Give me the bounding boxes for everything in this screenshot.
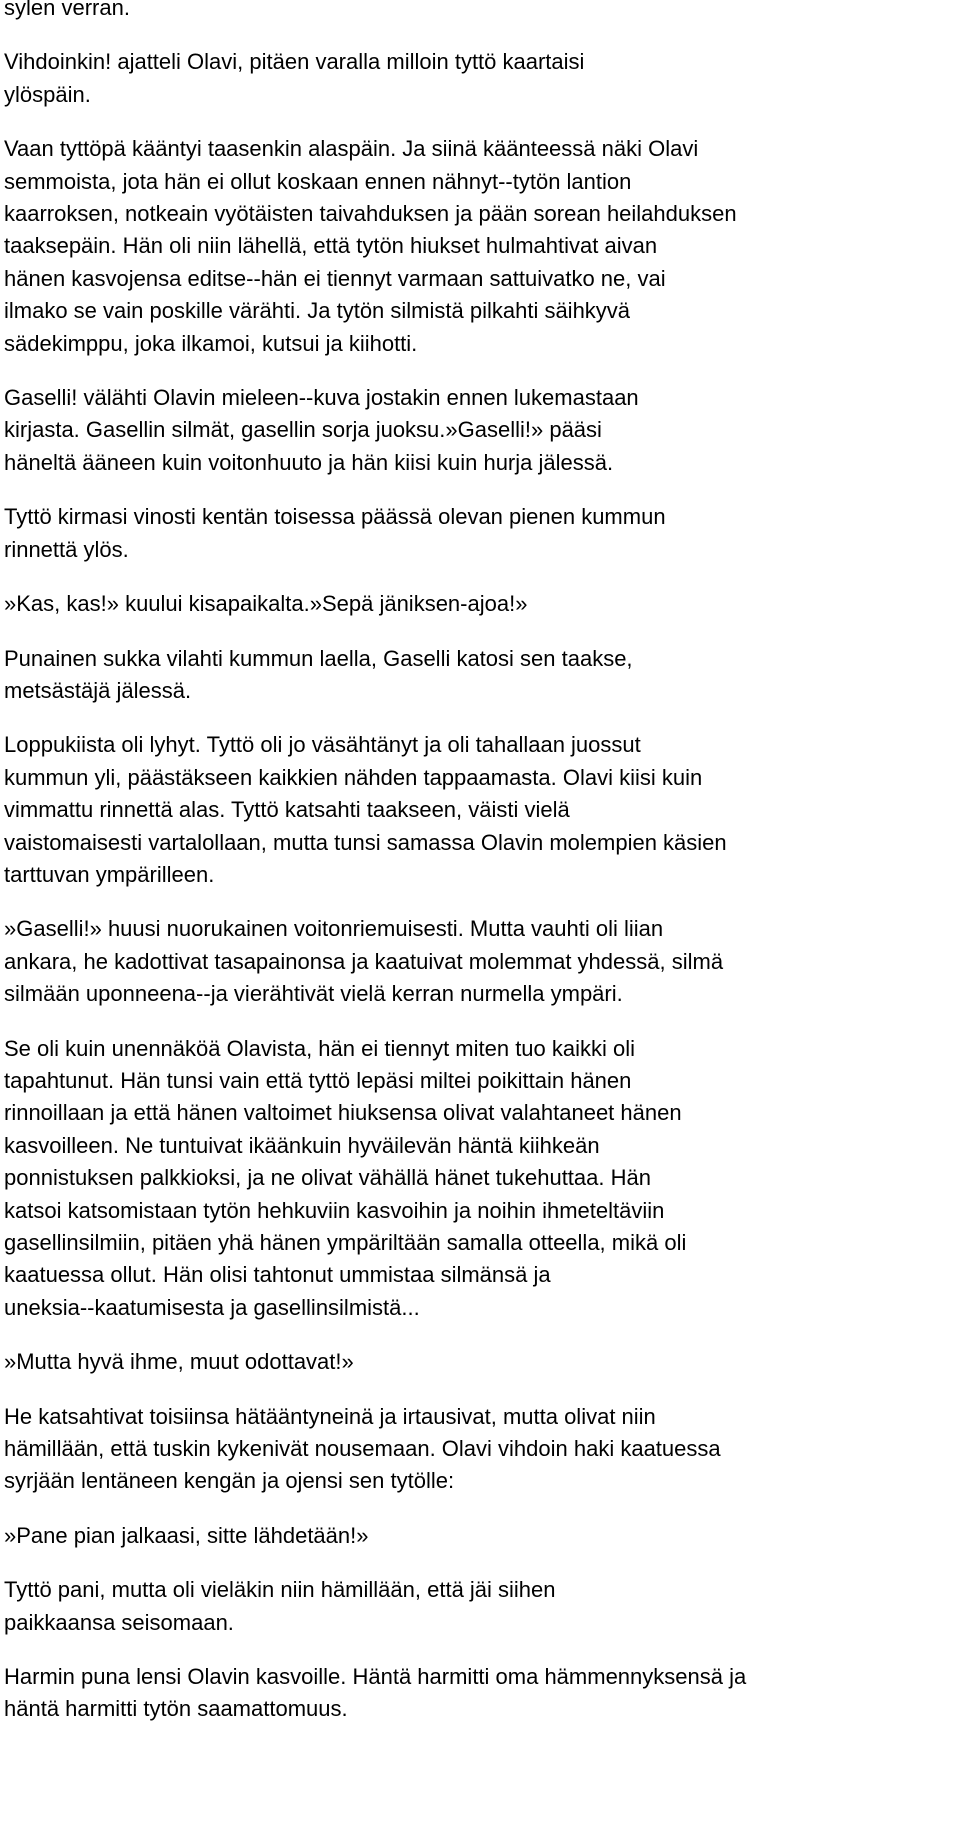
document-page	[4, 0, 954, 1748]
text-line: silmään uponneena--ja vierähtivät vielä kerran nurmella ympäri.	[4, 981, 623, 1007]
text-line: He katsahtivat toisiinsa hätääntyneinä ja irtausivat, mutta olivat niin	[4, 1403, 656, 1429]
paragraph-1	[4, 0, 954, 24]
text-line: Vihdoinkin! ajatteli Olavi, pitäen varalla milloin tyttö kaartaisi	[4, 49, 585, 75]
text-line: uneksia--kaatumisesta ja gasellinsilmistä...	[4, 1294, 420, 1320]
text-line: metsästäjä jälessä.	[4, 677, 192, 703]
paragraph-7	[4, 643, 954, 708]
text-line: Vaan tyttöpä kääntyi taasenkin alaspäin. Ja siinä käänteessä näki Olavi	[4, 136, 699, 162]
text-line: häneltä ääneen kuin voitonhuuto ja hän kiisi kuin hurja jälessä.	[4, 449, 614, 475]
text-line: hämillään, että tuskin kykenivät nousemaan. Olavi vihdoin haki kaatuessa	[4, 1436, 721, 1462]
text-line: gasellinsilmiin, pitäen yhä hänen ympäriltään samalla otteella, mikä oli	[4, 1230, 687, 1255]
paragraph-6	[4, 588, 954, 620]
text-line: häntä harmitti tytön saamattomuus.	[4, 1696, 348, 1722]
paragraph-10	[4, 1033, 954, 1325]
text-line: rinnoillaan ja että hänen valtoimet hiuksensa olivat valahtaneet hänen	[4, 1100, 682, 1126]
text-line: Se oli kuin unennäköä Olavista, hän ei tiennyt miten tuo kaikki oli	[4, 1035, 636, 1061]
paragraph-2	[4, 46, 954, 111]
paragraph-4	[4, 382, 954, 479]
text-line: semmoista, jota hän ei ollut koskaan ennen nähnyt--tytön lantion	[4, 168, 632, 194]
text-line: »Gaselli!» huusi nuorukainen voitonriemuisesti. Mutta vauhti oli liian	[4, 916, 664, 942]
text-line: ponnistuksen palkkioksi, ja ne olivat vähällä hänet tukehuttaa. Hän	[4, 1165, 651, 1191]
text-line: sädekimppu, joka ilkamoi, kutsui ja kiihotti.	[4, 330, 418, 356]
text-line: »Kas, kas!» kuului kisapaikalta.»Sepä jäniksen-ajoa!»	[4, 591, 528, 617]
text-line: rinnettä ylös.	[4, 536, 129, 562]
text-line: katsoi katsomistaan tytön hehkuviin kasvoihin ja noihin ihmeteltäviin	[4, 1197, 665, 1223]
text-line: Punainen sukka vilahti kummun laella, Gaselli katosi sen taakse,	[4, 645, 633, 671]
text-line: tapahtunut. Hän tunsi vain että tyttö lepäsi miltei poikittain hänen	[4, 1067, 632, 1093]
text-line: Tyttö kirmasi vinosti kentän toisessa päässä olevan pienen kummun	[4, 504, 666, 530]
paragraph-5	[4, 501, 954, 566]
text-line: Gaselli! välähti Olavin mieleen--kuva jostakin ennen lukemastaan	[4, 385, 639, 411]
paragraph-9	[4, 913, 954, 1010]
text-line: kaarroksen, notkeain vyötäisten taivahduksen ja pään sorean heilahduksen	[4, 201, 737, 227]
text-line: Tyttö pani, mutta oli vieläkin niin hämillään, että jäi siihen	[4, 1577, 556, 1603]
paragraph-12	[4, 1401, 954, 1498]
paragraph-14	[4, 1574, 954, 1639]
text-line: »Pane pian jalkaasi, sitte lähdetään!»	[4, 1522, 369, 1548]
paragraph-8	[4, 729, 954, 891]
text-line: syrjään lentäneen kengän ja ojensi sen tytölle:	[4, 1468, 455, 1494]
text-line: hänen kasvojensa editse--hän ei tiennyt varmaan sattuivatko ne, vai	[4, 265, 666, 291]
text-line: ankara, he kadottivat tasapainonsa ja kaatuivat molemmat yhdessä, silmä	[4, 948, 724, 974]
paragraph-3	[4, 133, 954, 360]
paragraph-15	[4, 1661, 954, 1726]
text-line: paikkaansa seisomaan.	[4, 1609, 234, 1635]
text-line: sylen verran.	[4, 0, 130, 20]
text-line: kasvoilleen. Ne tuntuivat ikäänkuin hyväilevän häntä kiihkeän	[4, 1132, 600, 1158]
text-line: Loppukiista oli lyhyt. Tyttö oli jo väsähtänyt ja oli tahallaan juossut	[4, 732, 641, 758]
text-line: »Mutta hyvä ihme, muut odottavat!»	[4, 1349, 354, 1375]
text-line: kummun yli, päästäkseen kaikkien nähden tappaamasta. Olavi kiisi kuin	[4, 764, 703, 790]
text-line: vaistomaisesti vartalollaan, mutta tunsi samassa Olavin molempien käsien	[4, 829, 727, 855]
text-line: ylöspäin.	[4, 81, 91, 107]
text-line: vimmattu rinnettä alas. Tyttö katsahti taakseen, väisti vielä	[4, 797, 570, 823]
text-line: kaatuessa ollut. Hän olisi tahtonut ummistaa silmänsä ja	[4, 1262, 551, 1288]
text-line: Harmin puna lensi Olavin kasvoille. Häntä harmitti oma hämmennyksensä ja	[4, 1664, 747, 1690]
text-line: ilmako se vain poskille värähti. Ja tytön silmistä pilkahti säihkyvä	[4, 298, 631, 324]
text-line: kirjasta. Gasellin silmät, gasellin sorja juoksu.»Gaselli!» pääsi	[4, 417, 602, 443]
paragraph-13	[4, 1520, 954, 1552]
text-line: taaksepäin. Hän oli niin lähellä, että tytön hiukset hulmahtivat aivan	[4, 233, 658, 259]
text-line: tarttuvan ympärilleen.	[4, 861, 215, 887]
paragraph-11	[4, 1346, 954, 1378]
